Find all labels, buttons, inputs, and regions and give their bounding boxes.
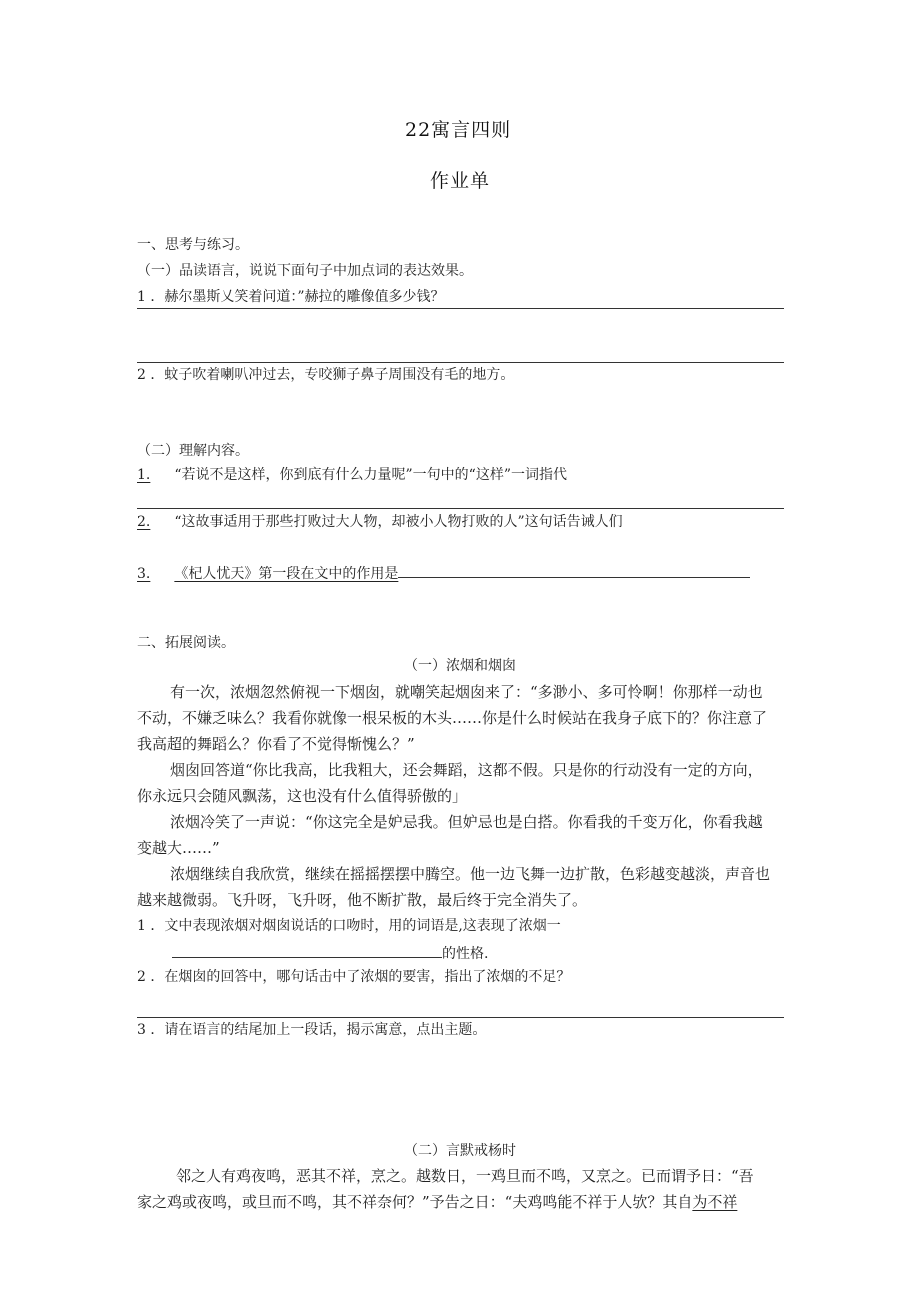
section-heading-1: 一、思考与练习。 — [137, 237, 249, 253]
story-line: 浓烟冷笑了一声说：“你这完全是妒忌我。但妒忌也是白搭。你看我的千变万化，你看我越 — [170, 813, 763, 831]
question-2-2 — [137, 515, 623, 529]
question-text: “这故事适用于那些打败过大人物，却被小人物打败的人”这句话告诫人们 — [174, 514, 623, 530]
story-line: 有一次，浓烟忽然俯视一下烟囱，就嘲笑起烟囱来了：“多渺小、多可怜啊！你那样一动也 — [170, 683, 763, 701]
story-line: 不动，不嫌乏味么？我看你就像一根呆板的木头……你是什么时候站在我身子底下的？你注意了 — [137, 709, 768, 727]
story-question-3: 3 ．请在语言的结尾加上一段话，揭示寓意，点出主题。 — [137, 1022, 487, 1038]
story-question-2: 2 ．在烟囱的回答中，哪句话击中了浓烟的要害，指出了浓烟的不足？ — [137, 969, 571, 985]
answer-blank[interactable] — [398, 563, 750, 578]
story-title-2: （二）言默戒杨时 — [404, 1143, 516, 1159]
question-number: 3. — [137, 566, 151, 582]
section-heading-2: 二、拓展阅读。 — [137, 635, 235, 651]
question-text: 的性格. — [442, 946, 489, 962]
story-line: 烟囱回答道“你比我高，比我粗大，还会舞蹈，这都不假。只是你的行动没有一定的方向， — [170, 761, 763, 779]
answer-line[interactable] — [137, 362, 784, 363]
underlined-phrase: 为不祥 — [692, 1193, 738, 1211]
subsection-heading-2: （二）理解内容。 — [137, 443, 249, 459]
story-line — [137, 1195, 737, 1210]
subsection-heading-1: （一）品读语言，说说下面句子中加点词的表达效果。 — [137, 263, 473, 279]
story-line: 越来越微弱。飞升呀，飞升呀，他不断扩散，最后终于完全消失了。 — [137, 891, 588, 909]
question-number: 1. — [137, 467, 151, 483]
answer-line[interactable] — [137, 308, 784, 309]
story-line: 邻之人有鸡夜鸣，恶其不祥，烹之。越数日，一鸡旦而不鸣，又烹之。已而谓予日：“吾 — [176, 1167, 754, 1185]
question-2-1 — [137, 468, 567, 482]
page-subtitle: 作业单 — [430, 170, 491, 192]
question-1-1: 1 ．赫尔墨斯乂笑着问道：”赫拉的雕像值多少钱？ — [137, 289, 445, 305]
story-line: 你永远只会随风飘荡，这也没有什么值得骄傲的」 — [137, 787, 468, 805]
question-number: 2. — [137, 514, 151, 530]
story-line: 变越大……” — [137, 839, 220, 857]
answer-line[interactable] — [137, 508, 784, 509]
story-line: 浓烟继续自我欣赏，继续在摇摇摆摆中腾空。他一边飞舞一边扩散，色彩越变越淡，声音也 — [170, 865, 771, 883]
page-title: 22寓言四则 — [405, 119, 512, 141]
answer-blank[interactable] — [172, 943, 442, 958]
question-text: “若说不是这样，你到底有什么力量呢”一句中的“这样”一词指代 — [174, 467, 567, 483]
story-question-1-tail — [172, 943, 488, 961]
question-text: 《杞人忧天》第一段在文中的作用是 — [174, 566, 399, 582]
story-line: 我高超的舞蹈么？你看了不觉得惭愧么？” — [137, 735, 415, 753]
story-question-1: 1 ．文中表现浓烟对烟囱说话的口吻时，用的词语是,这表现了浓烟一 — [137, 918, 561, 934]
question-1-2: 2 ．蚊子吹着喇叭冲过去，专咬狮子鼻子周围没有毛的地方。 — [137, 367, 515, 383]
story-text: 家之鸡或夜鸣，或旦而不鸣，其不祥奈何？”予告之日：“夫鸡鸣能不祥于人欤？其自 — [137, 1193, 693, 1211]
answer-line[interactable] — [137, 1017, 784, 1018]
story-title-1: （一）浓烟和烟囱 — [404, 658, 516, 674]
question-2-3 — [137, 563, 750, 581]
